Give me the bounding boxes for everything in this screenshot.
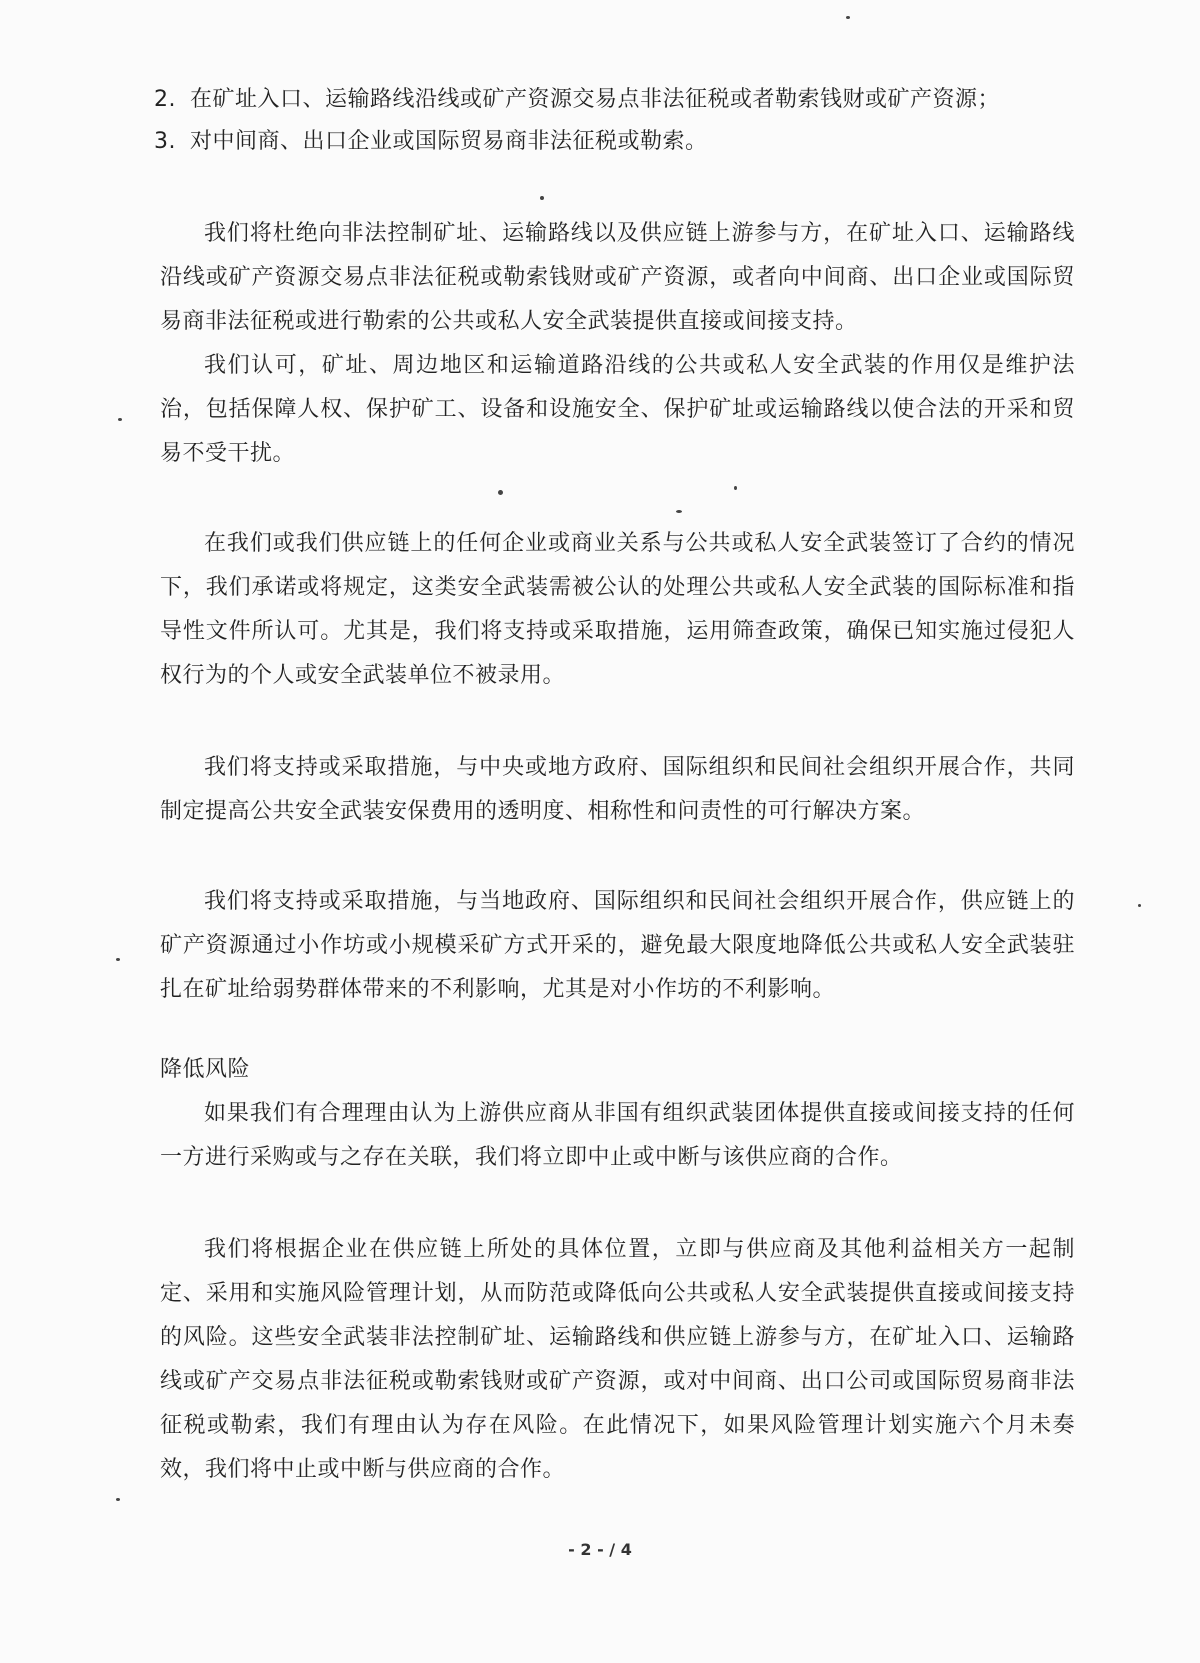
paragraph-7: 我们将根据企业在供应链上所处的具体位置，立即与供应商及其他利益相关方一起制定、采用和实施风险管理计划，从而防范或降低向公共或私人安全武装提供直接或间接支持的风险。这些安全武装非法控制矿址、运输路线和供应链上游参与方，在矿址入口、运输路线或矿产交易点非法征税或勒索钱财或矿产资源，或对中间商、出口公司或国际贸易商非法征税或勒索，我们有理由认为存在风险。在此情况下，如果风险管理计划实施六个月未奏效，我们将中止或中断与供应商的合作。 bbox=[160, 1237, 1075, 1482]
scan-speck bbox=[846, 16, 850, 19]
scan-speck bbox=[498, 490, 503, 495]
scan-speck bbox=[540, 196, 544, 200]
paragraph-2: 我们认可，矿址、周边地区和运输道路沿线的公共或私人安全武装的作用仅是维护法治，包括保障人权、保护矿工、设备和设施安全、保护矿址或运输路线以使合法的开采和贸易不受干扰。 bbox=[160, 353, 1075, 466]
paragraph-6: 如果我们有合理理由认为上游供应商从非国有组织武装团体提供直接或间接支持的任何一方进行采购或与之存在关联，我们将立即中止或中断与该供应商的合作。 bbox=[160, 1101, 1075, 1170]
list-item-3 bbox=[154, 120, 708, 164]
list-number: 3. bbox=[154, 129, 176, 154]
section-heading: 降低风险 bbox=[160, 1057, 251, 1082]
scan-speck bbox=[1138, 904, 1141, 907]
list-text: 在矿址入口、运输路线沿线或矿产资源交易点非法征税或者勒索钱财或矿产资源； bbox=[190, 87, 1001, 112]
scan-speck bbox=[118, 418, 122, 421]
scan-speck bbox=[116, 1498, 120, 1501]
list-item-2 bbox=[154, 78, 1000, 122]
paragraph-5: 我们将支持或采取措施，与当地政府、国际组织和民间社会组织开展合作，供应链上的矿产资源通过小作坊或小规模采矿方式开采的，避免最大限度地降低公共或私人安全武装驻扎在矿址给弱势群体带来的不利影响，尤其是对小作坊的不利影响。 bbox=[160, 889, 1075, 1002]
paragraph-4: 我们将支持或采取措施，与中央或地方政府、国际组织和民间社会组织开展合作，共同制定提高公共安全武装安保费用的透明度、相称性和问责性的可行解决方案。 bbox=[160, 755, 1075, 824]
list-text: 对中间商、出口企业或国际贸易商非法征税或勒索。 bbox=[190, 129, 708, 154]
scan-speck bbox=[676, 510, 682, 513]
page-number: - 2 - / 4 bbox=[568, 1540, 632, 1559]
scan-speck bbox=[734, 486, 737, 490]
paragraph-1: 我们将杜绝向非法控制矿址、运输路线以及供应链上游参与方，在矿址入口、运输路线沿线或矿产资源交易点非法征税或勒索钱财或矿产资源，或者向中间商、出口企业或国际贸易商非法征税或进行勒索的公共或私人安全武装提供直接或间接支持。 bbox=[160, 221, 1075, 334]
paragraph-3: 在我们或我们供应链上的任何企业或商业关系与公共或私人安全武装签订了合约的情况下，我们承诺或将规定，这类安全武装需被公认的处理公共或私人安全武装的国际标准和指导性文件所认可。尤其是，我们将支持或采取措施，运用筛查政策，确保已知实施过侵犯人权行为的个人或安全武装单位不被录用。 bbox=[160, 531, 1075, 688]
list-number: 2. bbox=[154, 87, 176, 112]
scan-speck bbox=[116, 958, 120, 961]
